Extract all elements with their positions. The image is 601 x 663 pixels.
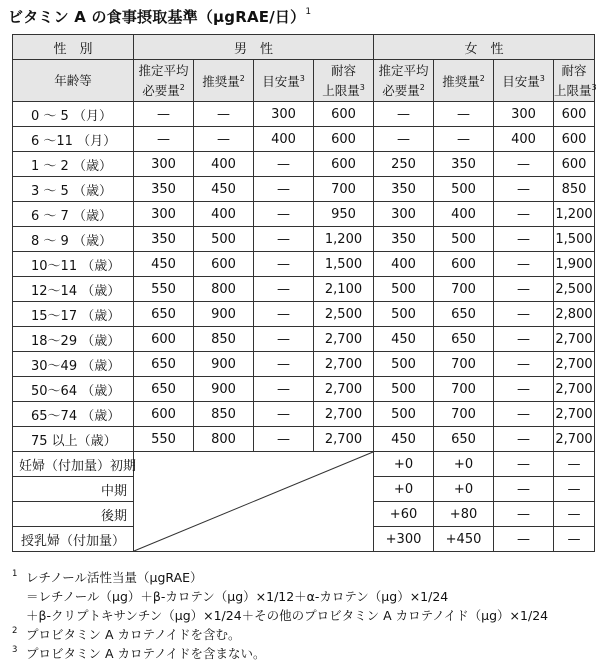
value-cell: 450 <box>134 252 194 277</box>
age-cell: 1 ～ 2 （歳） <box>13 152 134 177</box>
value-cell: 500 <box>374 377 434 402</box>
header-female-ear: 推定平均 必要量$^2$ <box>374 60 434 102</box>
age-cell: 18～29 （歳） <box>13 327 134 352</box>
value-cell: 2,100 <box>314 277 374 302</box>
value-cell: 600 <box>314 127 374 152</box>
header-female-ul: 耐容 上限量$^3$ <box>554 60 595 102</box>
value-cell: 2,700 <box>554 377 595 402</box>
value-cell: 600 <box>194 252 254 277</box>
value-cell: — <box>254 377 314 402</box>
value-cell: — <box>254 227 314 252</box>
value-cell: — <box>494 202 554 227</box>
footnote-1-formula-line1: ＝レチノール（μg）＋β‐カロテン（μg）×1/12＋α‐カロテン（μg）×1/24 <box>26 589 449 604</box>
value-cell: — <box>254 152 314 177</box>
value-cell: 400 <box>194 152 254 177</box>
value-cell: 2,700 <box>314 327 374 352</box>
value-cell: +0 <box>374 477 434 502</box>
value-cell: 650 <box>434 302 494 327</box>
footnote-1: 1 レチノール活性当量（μgRAE） <box>12 569 203 585</box>
value-cell: 300 <box>254 102 314 127</box>
value-cell: — <box>554 477 595 502</box>
age-cell: 30～49 （歳） <box>13 352 134 377</box>
value-cell: 300 <box>374 202 434 227</box>
value-cell: — <box>254 252 314 277</box>
value-cell: 600 <box>554 152 595 177</box>
value-cell: — <box>494 252 554 277</box>
value-cell: 350 <box>434 152 494 177</box>
value-cell: — <box>374 102 434 127</box>
value-cell: — <box>254 202 314 227</box>
table-row <box>13 202 595 227</box>
value-cell: 500 <box>374 277 434 302</box>
value-cell: 350 <box>134 227 194 252</box>
value-cell: +300 <box>374 527 434 552</box>
value-cell: 250 <box>374 152 434 177</box>
value-cell: 650 <box>134 377 194 402</box>
value-cell: — <box>554 452 595 477</box>
lactation-label: 授乳婦（付加量） <box>13 527 134 552</box>
value-cell: 600 <box>134 327 194 352</box>
pregnancy-row <box>13 452 595 477</box>
value-cell: 400 <box>434 202 494 227</box>
value-cell: 400 <box>254 127 314 152</box>
value-cell: 2,700 <box>314 427 374 452</box>
value-cell: +60 <box>374 502 434 527</box>
value-cell: 650 <box>134 302 194 327</box>
table-row <box>13 352 595 377</box>
value-cell: 450 <box>194 177 254 202</box>
value-cell: — <box>374 127 434 152</box>
value-cell: — <box>494 477 554 502</box>
header-male-ear: 推定平均 必要量$^2$ <box>134 60 194 102</box>
value-cell: — <box>134 127 194 152</box>
value-cell: — <box>494 427 554 452</box>
value-cell: — <box>494 352 554 377</box>
value-cell: 800 <box>194 277 254 302</box>
value-cell: 1,900 <box>554 252 595 277</box>
value-cell: +80 <box>434 502 494 527</box>
page-title <box>8 6 311 27</box>
value-cell: 2,700 <box>314 402 374 427</box>
value-cell: 650 <box>134 352 194 377</box>
value-cell: 650 <box>434 327 494 352</box>
value-cell: 550 <box>134 427 194 452</box>
diagonal-line <box>134 452 373 551</box>
table-row <box>13 277 595 302</box>
value-cell: — <box>254 352 314 377</box>
footnote-2: 2 プロビタミン A カロテノイドを含む。 <box>12 626 241 642</box>
value-cell: 500 <box>374 402 434 427</box>
value-cell: 600 <box>434 252 494 277</box>
table-row <box>13 252 595 277</box>
value-cell: 950 <box>314 202 374 227</box>
value-cell: 600 <box>314 152 374 177</box>
age-cell: 10～11 （歳） <box>13 252 134 277</box>
value-cell: — <box>254 302 314 327</box>
value-cell: — <box>494 452 554 477</box>
age-cell: 12～14 （歳） <box>13 277 134 302</box>
age-cell: 0 ～ 5 （月） <box>13 102 134 127</box>
value-cell: — <box>494 227 554 252</box>
male-not-applicable <box>134 452 374 552</box>
value-cell: 500 <box>434 177 494 202</box>
value-cell: — <box>494 152 554 177</box>
table-row <box>13 177 595 202</box>
value-cell: — <box>434 127 494 152</box>
value-cell: — <box>134 102 194 127</box>
value-cell: 850 <box>194 327 254 352</box>
value-cell: 300 <box>134 152 194 177</box>
value-cell: 850 <box>554 177 595 202</box>
value-cell: 350 <box>374 227 434 252</box>
table-row <box>13 402 595 427</box>
table-row <box>13 127 595 152</box>
value-cell: — <box>494 527 554 552</box>
value-cell: 700 <box>314 177 374 202</box>
pregnancy-label: 後期 <box>13 502 134 527</box>
value-cell: 1,200 <box>314 227 374 252</box>
value-cell: 1,500 <box>554 227 595 252</box>
value-cell: — <box>254 327 314 352</box>
value-cell: 2,700 <box>554 327 595 352</box>
value-cell: 2,500 <box>314 302 374 327</box>
value-cell: 2,700 <box>314 352 374 377</box>
value-cell: 500 <box>194 227 254 252</box>
value-cell: 500 <box>374 352 434 377</box>
value-cell: 700 <box>434 377 494 402</box>
value-cell: — <box>254 427 314 452</box>
value-cell: 1,500 <box>314 252 374 277</box>
header-female-rda: 推奨量$^2$ <box>434 60 494 102</box>
table-row <box>13 227 595 252</box>
value-cell: 2,700 <box>314 377 374 402</box>
age-cell: 8 ～ 9 （歳） <box>13 227 134 252</box>
table-row <box>13 327 595 352</box>
value-cell: — <box>494 402 554 427</box>
value-cell: 650 <box>434 427 494 452</box>
value-cell: 700 <box>434 277 494 302</box>
table-row <box>13 152 595 177</box>
footnotes <box>12 568 548 663</box>
value-cell: — <box>494 177 554 202</box>
age-cell: 6 ～ 7 （歳） <box>13 202 134 227</box>
age-cell: 15～17 （歳） <box>13 302 134 327</box>
value-cell: 450 <box>374 327 434 352</box>
value-cell: 900 <box>194 352 254 377</box>
value-cell: 400 <box>194 202 254 227</box>
value-cell: 700 <box>434 402 494 427</box>
pregnancy-label: 妊婦（付加量）初期 <box>13 452 134 477</box>
value-cell: 600 <box>134 402 194 427</box>
value-cell: — <box>194 102 254 127</box>
table-row <box>13 302 595 327</box>
value-cell: 600 <box>554 102 595 127</box>
value-cell: 350 <box>134 177 194 202</box>
value-cell: 900 <box>194 377 254 402</box>
value-cell: 800 <box>194 427 254 452</box>
title-text: ビタミン A の食事摂取基準（μgRAE/日） <box>8 8 306 26</box>
header-female: 女 性 <box>374 35 595 60</box>
value-cell: 500 <box>434 227 494 252</box>
value-cell: +0 <box>434 452 494 477</box>
value-cell: 2,800 <box>554 302 595 327</box>
value-cell: — <box>494 327 554 352</box>
value-cell: — <box>494 377 554 402</box>
footnote-1-formula-line2: ＋β‐クリプトキサンチン（μg）×1/24＋その他のプロビタミン A カロテノイド（μg）×1/24 <box>26 608 549 623</box>
footnote-3: 3 プロビタミン A カロテノイドを含まない。 <box>12 645 266 661</box>
value-cell: — <box>194 127 254 152</box>
value-cell: 400 <box>494 127 554 152</box>
value-cell: +0 <box>434 477 494 502</box>
value-cell: 400 <box>374 252 434 277</box>
value-cell: 450 <box>374 427 434 452</box>
table-row <box>13 427 595 452</box>
header-male-ul: 耐容 上限量$^3$ <box>314 60 374 102</box>
value-cell: 2,500 <box>554 277 595 302</box>
age-cell: 50～64 （歳） <box>13 377 134 402</box>
value-cell: 2,700 <box>554 402 595 427</box>
table-row <box>13 102 595 127</box>
header-sex-label: 性 別 <box>13 35 134 60</box>
header-row-sex <box>13 35 595 60</box>
value-cell: 500 <box>374 302 434 327</box>
value-cell: 1,200 <box>554 202 595 227</box>
title-footnote-mark: 1 <box>305 7 312 17</box>
value-cell: 2,700 <box>554 427 595 452</box>
value-cell: — <box>554 527 595 552</box>
value-cell: 850 <box>194 402 254 427</box>
value-cell: — <box>494 277 554 302</box>
header-male-ai: 目安量$^3$ <box>254 60 314 102</box>
value-cell: 700 <box>434 352 494 377</box>
header-age-label: 年齢等 <box>13 60 134 102</box>
value-cell: 550 <box>134 277 194 302</box>
value-cell: 300 <box>134 202 194 227</box>
age-cell: 3 ～ 5 （歳） <box>13 177 134 202</box>
value-cell: 600 <box>314 102 374 127</box>
header-row-columns <box>13 60 595 102</box>
header-female-ai: 目安量$^3$ <box>494 60 554 102</box>
table-row <box>13 377 595 402</box>
value-cell: — <box>254 402 314 427</box>
value-cell: +0 <box>374 452 434 477</box>
header-male-rda: 推奨量$^2$ <box>194 60 254 102</box>
age-cell: 65～74 （歳） <box>13 402 134 427</box>
value-cell: 2,700 <box>554 352 595 377</box>
value-cell: 300 <box>494 102 554 127</box>
header-male: 男 性 <box>134 35 374 60</box>
value-cell: — <box>494 302 554 327</box>
pregnancy-label: 中期 <box>13 477 134 502</box>
value-cell: — <box>254 277 314 302</box>
value-cell: — <box>554 502 595 527</box>
age-cell: 6 ～11 （月） <box>13 127 134 152</box>
value-cell: — <box>494 502 554 527</box>
age-cell: 75 以上（歳） <box>13 427 134 452</box>
vitamin-a-table <box>12 34 595 552</box>
value-cell: — <box>434 102 494 127</box>
value-cell: 900 <box>194 302 254 327</box>
value-cell: +450 <box>434 527 494 552</box>
value-cell: 600 <box>554 127 595 152</box>
value-cell: — <box>254 177 314 202</box>
value-cell: 350 <box>374 177 434 202</box>
